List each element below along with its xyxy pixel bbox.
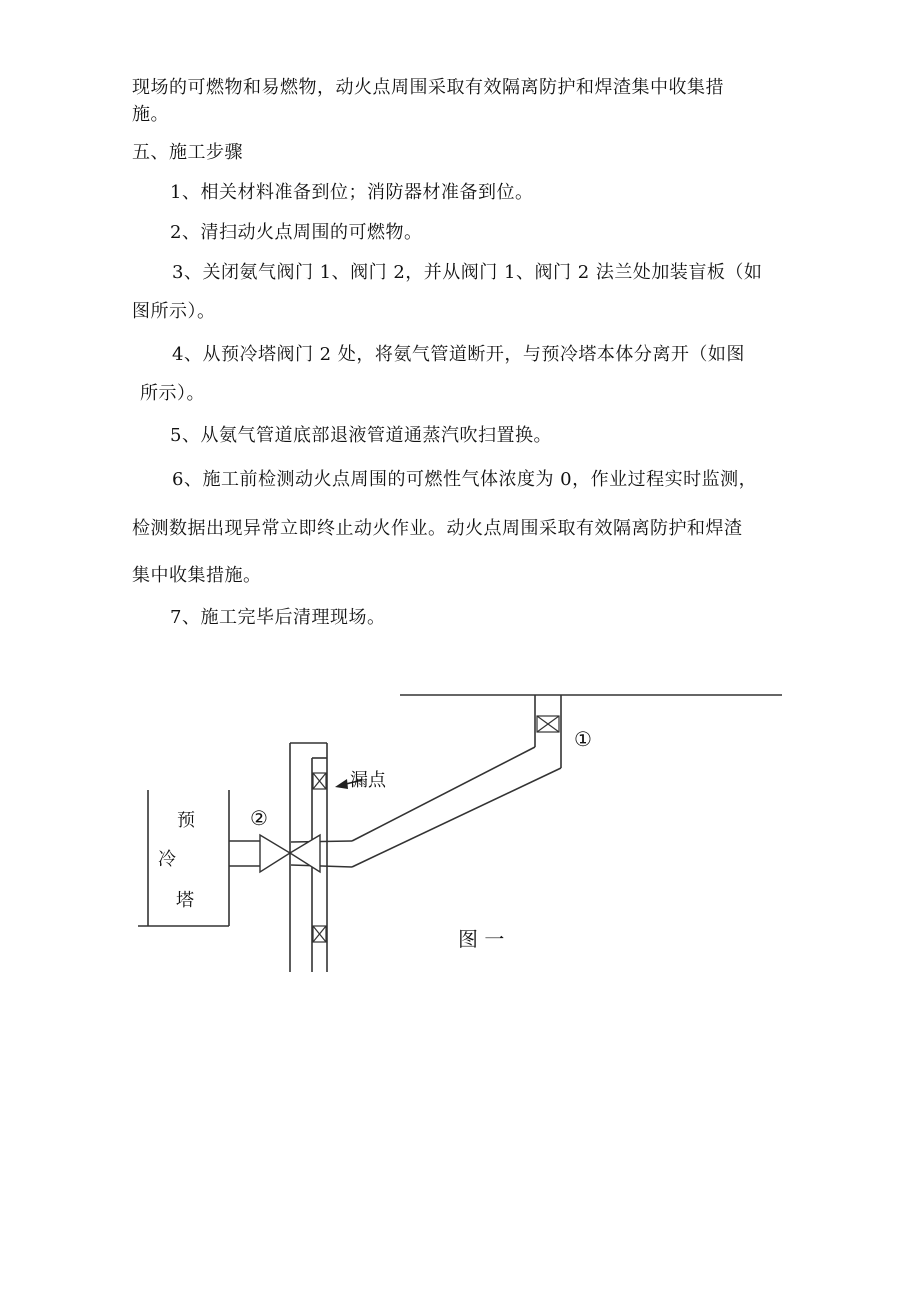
tower-label-char-2: 冷 xyxy=(158,849,176,870)
paragraph-line: 现场的可燃物和易燃物，动火点周围采取有效隔离防护和焊渣集中收集措 xyxy=(132,77,724,98)
paragraph-line: 集中收集措施。 xyxy=(132,565,262,586)
paragraph-line: 施。 xyxy=(132,104,169,125)
step-3: 3、关闭氨气阀门 1、阀门 2，并从阀门 1、阀门 2 法兰处加装盲板（如 xyxy=(172,262,763,283)
paragraph-line: 图所示）。 xyxy=(132,301,216,322)
paragraph-line: 检测数据出现异常立即终止动火作业。动火点周围采取有效隔离防护和焊渣 xyxy=(132,518,743,539)
tower-label-char-3: 塔 xyxy=(176,890,194,911)
step-2: 2、清扫动火点周围的可燃物。 xyxy=(170,222,423,243)
leak-valve-icon xyxy=(313,773,326,789)
drain-valve-icon xyxy=(313,926,326,942)
valve-2-label: ② xyxy=(250,806,268,830)
valve-1-icon xyxy=(537,716,559,732)
leak-label: 漏点 xyxy=(350,770,386,791)
figure-caption: 图 一 xyxy=(458,927,505,951)
step-5: 5、从氨气管道底部退液管道通蒸汽吹扫置换。 xyxy=(170,425,552,446)
step-7: 7、施工完毕后清理现场。 xyxy=(170,607,386,628)
valve-1-label: ① xyxy=(574,727,592,751)
piping-diagram xyxy=(0,660,920,990)
step-6: 6、施工前检测动火点周围的可燃性气体浓度为 0，作业过程实时监测， xyxy=(172,469,758,490)
tower-label-char-1: 预 xyxy=(177,810,195,831)
branch-pipe-top xyxy=(291,841,352,842)
branch-pipe-bottom xyxy=(291,865,352,867)
section-heading: 五、施工步骤 xyxy=(132,142,243,163)
step-4: 4、从预冷塔阀门 2 处，将氨气管道断开，与预冷塔本体分离开（如图 xyxy=(172,344,745,365)
step-1: 1、相关材料准备到位；消防器材准备到位。 xyxy=(170,182,534,203)
paragraph-line: 所示）。 xyxy=(140,383,205,404)
